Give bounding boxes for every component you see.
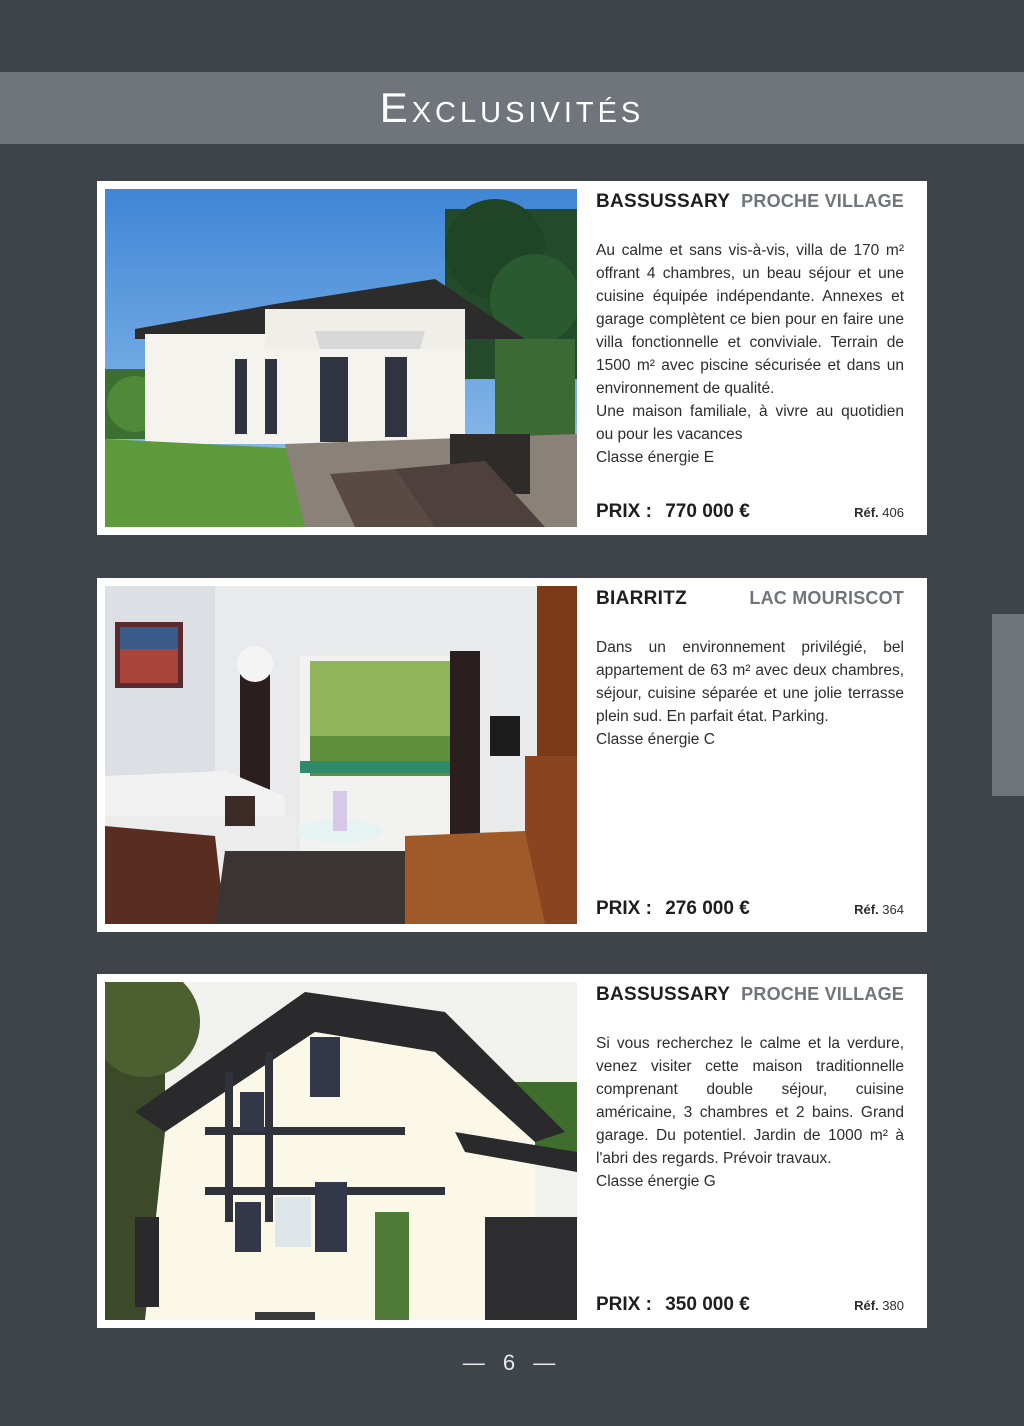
price-label: PRIX : <box>596 898 652 919</box>
page-title: Exclusivités <box>379 84 645 131</box>
description-paragraph: Au calme et sans vis-à-vis, villa de 170 m² offrant 4 chambres, un beau séjour et une cuisine équipée indépendante. Annexes et garage complètent ce bien pour en faire une villa fonctionnelle et conviviale. Terrain de 1500 m² avec piscine sécurisée et dans un environnement de qualité. <box>596 242 904 397</box>
description-paragraph: Dans un environnement privilégié, bel appartement de 63 m² avec deux chambres, séjour, cuisine séparée et une jolie terrasse plein sud. En parfait état. Parking. <box>596 639 904 725</box>
listing-info <box>596 586 904 924</box>
reference-label: Réf. <box>854 505 879 520</box>
price-value: 276 000 € <box>665 898 750 919</box>
listing-info <box>596 982 904 1320</box>
listing-description <box>596 239 904 469</box>
listing-description <box>596 1032 904 1193</box>
listing-description <box>596 636 904 751</box>
listing-price <box>596 898 750 920</box>
price-label: PRIX : <box>596 501 652 522</box>
price-value: 350 000 € <box>665 1294 750 1315</box>
listing-photo-villa[interactable] <box>105 189 577 527</box>
reference-value: 364 <box>882 902 904 917</box>
listing-area: PROCHE VILLAGE <box>741 191 904 211</box>
listing-city: BIARRITZ <box>596 588 688 609</box>
listing-reference <box>854 1298 904 1313</box>
listing-photo-apartment[interactable] <box>105 586 577 924</box>
price-label: PRIX : <box>596 1294 652 1315</box>
reference-label: Réf. <box>854 1298 879 1313</box>
energy-class: Classe énergie G <box>596 1173 716 1190</box>
listing-reference <box>854 902 904 917</box>
listing-city: BASSUSSARY <box>596 984 731 1005</box>
description-paragraph: Une maison familiale, à vivre au quotidien ou pour les vacances <box>596 403 904 443</box>
listing-photo-basque-house[interactable] <box>105 982 577 1320</box>
listing-price <box>596 1294 750 1316</box>
energy-class: Classe énergie E <box>596 449 715 466</box>
energy-class: Classe énergie C <box>596 731 715 748</box>
description-paragraph: Si vous recherchez le calme et la verdure, venez visiter cette maison traditionnelle comprenant double séjour, cuisine américaine, 3 chambres et 2 bains. Grand garage. Du potentiel. Jardin de 1000 m² à l'abri des regards. Prévoir travaux. <box>596 1035 904 1167</box>
listing-area: PROCHE VILLAGE <box>741 984 904 1004</box>
reference-value: 380 <box>882 1298 904 1313</box>
price-value: 770 000 € <box>665 501 750 522</box>
listing-info <box>596 189 904 527</box>
header-banner <box>0 72 1024 144</box>
listing-area: LAC MOURISCOT <box>749 588 904 608</box>
reference-label: Réf. <box>854 902 879 917</box>
listing-card-3[interactable] <box>97 974 927 1328</box>
side-tab <box>992 614 1024 796</box>
listing-reference <box>854 505 904 520</box>
listing-city: BASSUSSARY <box>596 191 731 212</box>
reference-value: 406 <box>882 505 904 520</box>
page-number: — 6 — <box>462 1350 562 1375</box>
listing-card-2[interactable] <box>97 578 927 932</box>
listing-card-1[interactable] <box>97 181 927 535</box>
listing-price <box>596 501 750 523</box>
